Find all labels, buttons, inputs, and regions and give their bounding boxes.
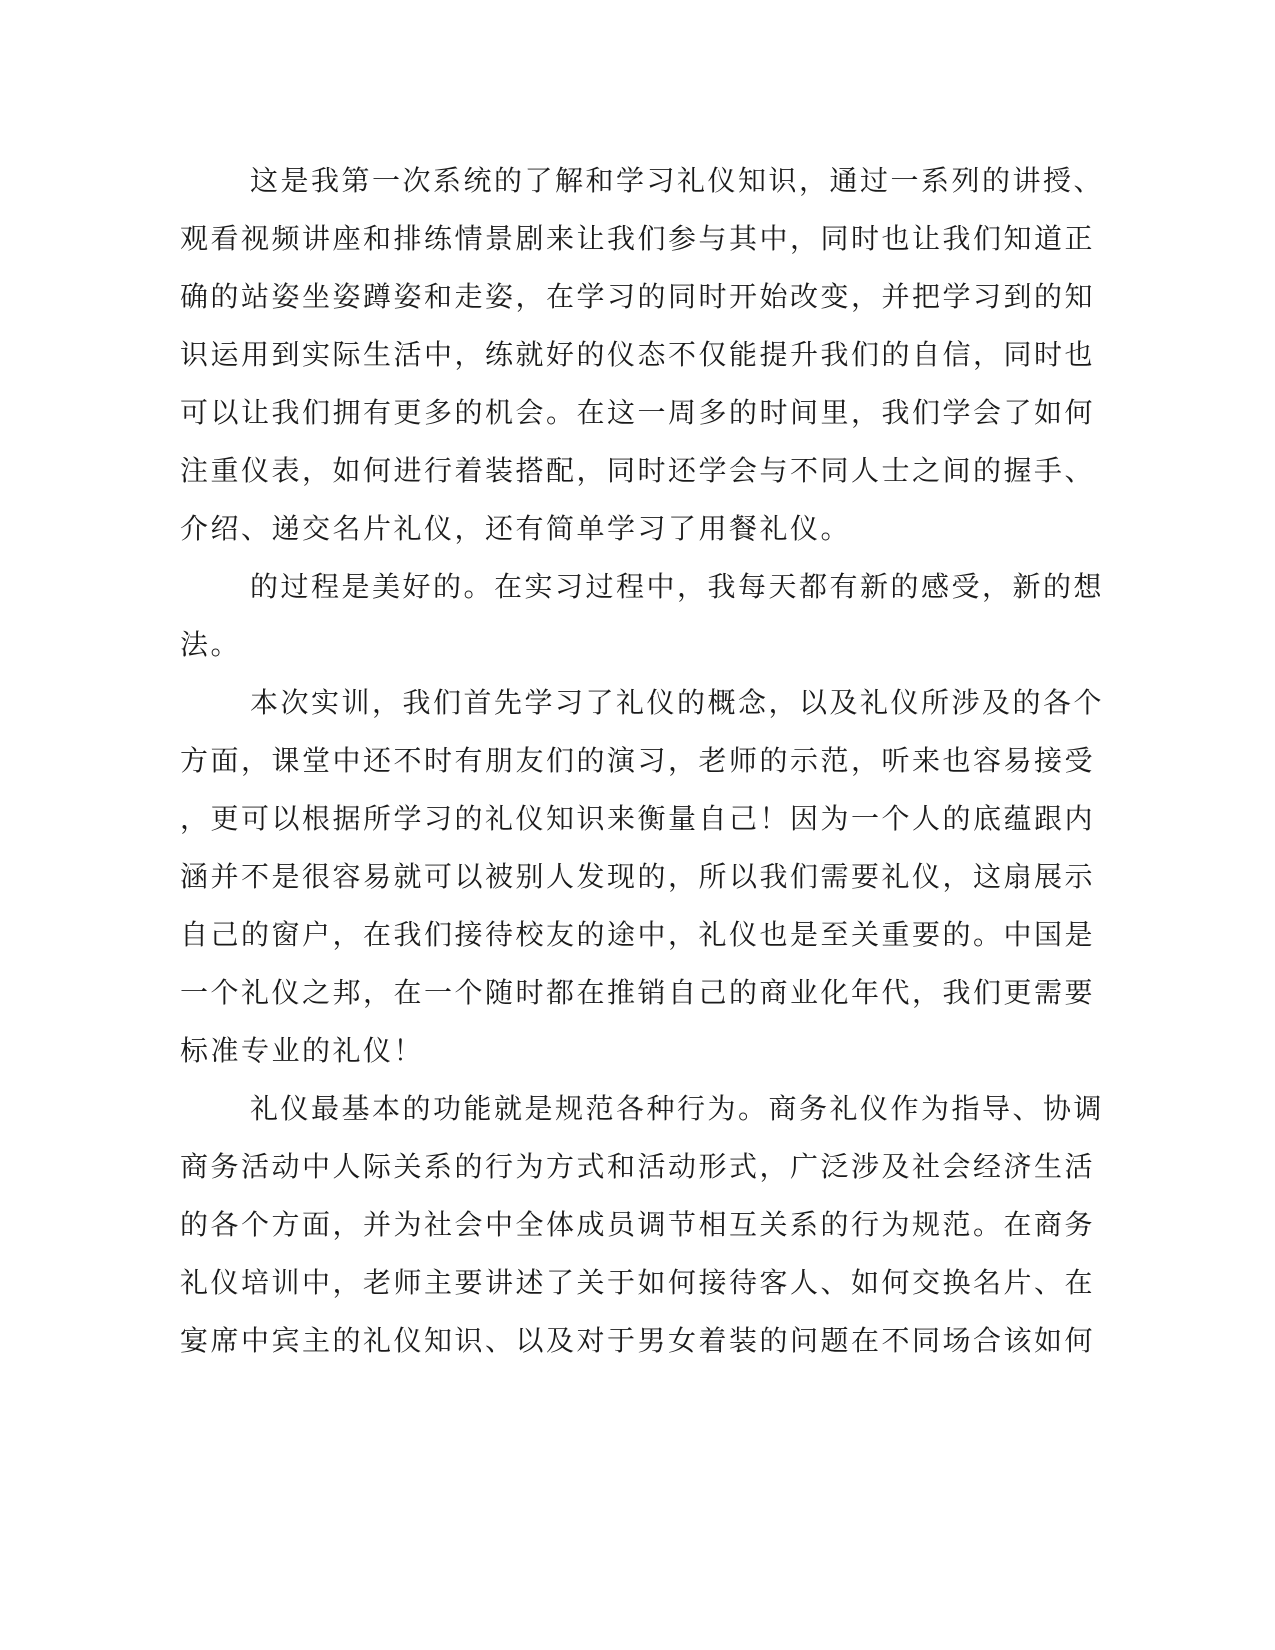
paragraph-line: 礼仪最基本的功能就是规范各种行为。商务礼仪作为指导、协调 (250, 1092, 1105, 1125)
paragraph-line: 识运用到实际生活中，练就好的仪态不仅能提升我们的自信，同时也 (180, 338, 1096, 371)
paragraph-line: 这是我第一次系统的了解和学习礼仪知识，通过一系列的讲授、 (250, 164, 1105, 197)
paragraph-line: 注重仪表，如何进行着装搭配，同时还学会与不同人士之间的握手、 (180, 454, 1096, 487)
paragraph-line: 的过程是美好的。在实习过程中，我每天都有新的感受，新的想 (250, 570, 1105, 603)
paragraph-line: 确的站姿坐姿蹲姿和走姿，在学习的同时开始改变，并把学习到的知 (180, 280, 1096, 313)
paragraph-line: 宴席中宾主的礼仪知识、以及对于男女着装的问题在不同场合该如何 (180, 1324, 1096, 1357)
paragraph-line: 涵并不是很容易就可以被别人发现的，所以我们需要礼仪，这扇展示 (180, 860, 1096, 893)
paragraph-line: 的各个方面，并为社会中全体成员调节相互关系的行为规范。在商务 (180, 1208, 1096, 1241)
paragraph-line: 一个礼仪之邦，在一个随时都在推销自己的商业化年代，我们更需要 (180, 976, 1096, 1009)
paragraph-line: 礼仪培训中，老师主要讲述了关于如何接待客人、如何交换名片、在 (180, 1266, 1096, 1299)
paragraph-line: 自己的窗户，在我们接待校友的途中，礼仪也是至关重要的。中国是 (180, 918, 1096, 951)
paragraph-line: 法。 (180, 628, 242, 661)
paragraph-line: 本次实训，我们首先学习了礼仪的概念，以及礼仪所涉及的各个 (250, 686, 1105, 719)
paragraph-line: 商务活动中人际关系的行为方式和活动形式，广泛涉及社会经济生活 (180, 1150, 1096, 1183)
paragraph-line: 方面，课堂中还不时有朋友们的演习，老师的示范，听来也容易接受 (180, 744, 1096, 777)
paragraph-line: 观看视频讲座和排练情景剧来让我们参与其中，同时也让我们知道正 (180, 222, 1096, 255)
paragraph-line: 可以让我们拥有更多的机会。在这一周多的时间里，我们学会了如何 (180, 396, 1096, 429)
paragraph-line: 标准专业的礼仪！ (180, 1034, 425, 1067)
paragraph-line: ，更可以根据所学习的礼仪知识来衡量自己！因为一个人的底蕴跟内 (180, 802, 1096, 835)
paragraph-line: 介绍、递交名片礼仪，还有简单学习了用餐礼仪。 (180, 512, 852, 545)
